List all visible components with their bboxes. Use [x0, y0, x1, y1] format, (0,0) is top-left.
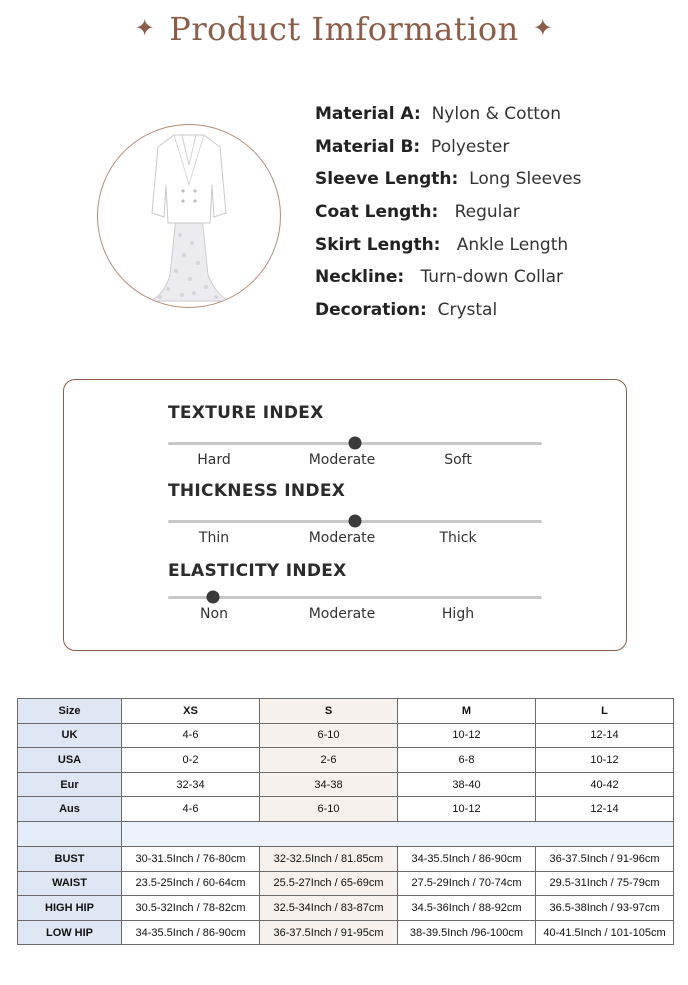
table-cell: 27.5-29Inch / 70-74cm: [398, 871, 536, 896]
table-cell: 6-10: [260, 797, 398, 822]
attribute-row: [315, 229, 582, 262]
table-cell: 36-37.5Inch / 91-96cm: [536, 846, 674, 871]
table-cell: 32-32.5Inch / 81.85cm: [260, 846, 398, 871]
row-label: Eur: [18, 772, 122, 797]
table-cell: 10-12: [536, 748, 674, 773]
page-title-text: Product Imformation: [169, 10, 519, 48]
table-cell: 6-10: [260, 723, 398, 748]
elasticity-label-low: Non: [200, 606, 228, 622]
table-header-cell: L: [536, 699, 674, 724]
dress-illustration: [98, 125, 280, 307]
table-cell: 12-14: [536, 723, 674, 748]
table-cell: 23.5-25Inch / 60-64cm: [122, 871, 260, 896]
table-header-cell: Size: [18, 699, 122, 724]
attribute-key: Coat Length:: [315, 202, 439, 223]
table-cell: 38-40: [398, 772, 536, 797]
table-cell: 12-14: [536, 797, 674, 822]
row-label: USA: [18, 748, 122, 773]
texture-label-mid: Moderate: [308, 452, 376, 468]
row-label: UK: [18, 723, 122, 748]
attribute-key: Decoration:: [315, 300, 427, 321]
row-label: WAIST: [18, 871, 122, 896]
table-cell: 30.5-32Inch / 78-82cm: [122, 896, 260, 921]
thickness-label-mid: Moderate: [308, 530, 376, 546]
attribute-value: Polyester: [431, 136, 510, 157]
thickness-index-title: THICKNESS INDEX: [168, 481, 346, 501]
table-header-cell: XS: [122, 699, 260, 724]
attribute-row: [315, 196, 582, 229]
texture-label-low: Hard: [197, 452, 231, 468]
texture-index-marker: [349, 437, 362, 450]
table-cell: 36.5-38Inch / 93-97cm: [536, 896, 674, 921]
table-cell: 10-12: [398, 723, 536, 748]
table-cell: 4-6: [122, 723, 260, 748]
row-label: HIGH HIP: [18, 896, 122, 921]
table-row: [18, 748, 674, 773]
size-chart-table: [17, 698, 674, 945]
table-divider-row: [18, 821, 674, 846]
table-cell: 34-35.5Inch / 86-90cm: [398, 846, 536, 871]
table-cell: 34-35.5Inch / 86-90cm: [122, 920, 260, 945]
row-label: BUST: [18, 846, 122, 871]
table-cell: 32-34: [122, 772, 260, 797]
table-row: [18, 920, 674, 945]
attribute-value: Ankle Length: [456, 234, 569, 255]
attribute-row: [315, 294, 582, 327]
table-row: [18, 772, 674, 797]
attribute-value: Long Sleeves: [469, 169, 582, 190]
table-cell: [18, 821, 122, 846]
attribute-row: [315, 163, 582, 196]
table-cell: 34-38: [260, 772, 398, 797]
elasticity-index-title: ELASTICITY INDEX: [168, 561, 347, 581]
page-title: [0, 10, 688, 48]
thickness-label-low: Thin: [198, 530, 230, 546]
table-cell: 38-39.5Inch /96-100cm: [398, 920, 536, 945]
row-label: Aus: [18, 797, 122, 822]
attribute-value: Crystal: [437, 300, 498, 321]
elasticity-label-high: High: [441, 606, 475, 622]
table-row: [18, 871, 674, 896]
texture-label-high: Soft: [444, 452, 472, 468]
table-cell: 40-42: [536, 772, 674, 797]
product-thumbnail: [97, 124, 281, 308]
attribute-key: Material A:: [315, 104, 421, 124]
table-row: [18, 846, 674, 871]
table-header-cell: M: [398, 699, 536, 724]
table-cell: [122, 821, 674, 846]
elasticity-label-mid: Moderate: [308, 606, 376, 622]
thickness-index-marker: [349, 515, 362, 528]
product-attributes: [315, 98, 582, 327]
elasticity-index-marker: [206, 591, 219, 604]
attribute-value: Regular: [454, 202, 520, 223]
table-header-cell: S: [260, 699, 398, 724]
table-cell: 30-31.5Inch / 76-80cm: [122, 846, 260, 871]
table-cell: 25.5-27Inch / 65-69cm: [260, 871, 398, 896]
attribute-key: Material B:: [315, 136, 421, 157]
table-cell: 29.5-31Inch / 75-79cm: [536, 871, 674, 896]
attribute-row: [315, 131, 582, 164]
table-cell: 36-37.5Inch / 91-95cm: [260, 920, 398, 945]
attribute-row: [315, 261, 582, 294]
table-row: [18, 896, 674, 921]
attribute-value: Nylon & Cotton: [431, 104, 562, 124]
table-cell: 34.5-36Inch / 88-92cm: [398, 896, 536, 921]
table-cell: 6-8: [398, 748, 536, 773]
table-cell: 4-6: [122, 797, 260, 822]
table-cell: 32.5-34Inch / 83-87cm: [260, 896, 398, 921]
table-header-row: [18, 699, 674, 724]
table-row: [18, 797, 674, 822]
table-cell: 0-2: [122, 748, 260, 773]
table-row: [18, 723, 674, 748]
thickness-label-high: Thick: [439, 530, 477, 546]
sparkle-icon: ✦: [134, 14, 156, 42]
attribute-key: Sleeve Length:: [315, 169, 459, 190]
texture-index-title: TEXTURE INDEX: [168, 403, 324, 423]
sparkle-icon: ✦: [532, 14, 554, 42]
table-cell: 10-12: [398, 797, 536, 822]
table-cell: 2-6: [260, 748, 398, 773]
attribute-key: Skirt Length:: [315, 234, 441, 255]
attribute-row: [315, 98, 582, 131]
row-label: LOW HIP: [18, 920, 122, 945]
attribute-value: Turn-down Collar: [420, 267, 564, 288]
elasticity-index-track: [168, 596, 542, 599]
table-cell: 40-41.5Inch / 101-105cm: [536, 920, 674, 945]
attribute-key: Neckline:: [315, 267, 405, 288]
